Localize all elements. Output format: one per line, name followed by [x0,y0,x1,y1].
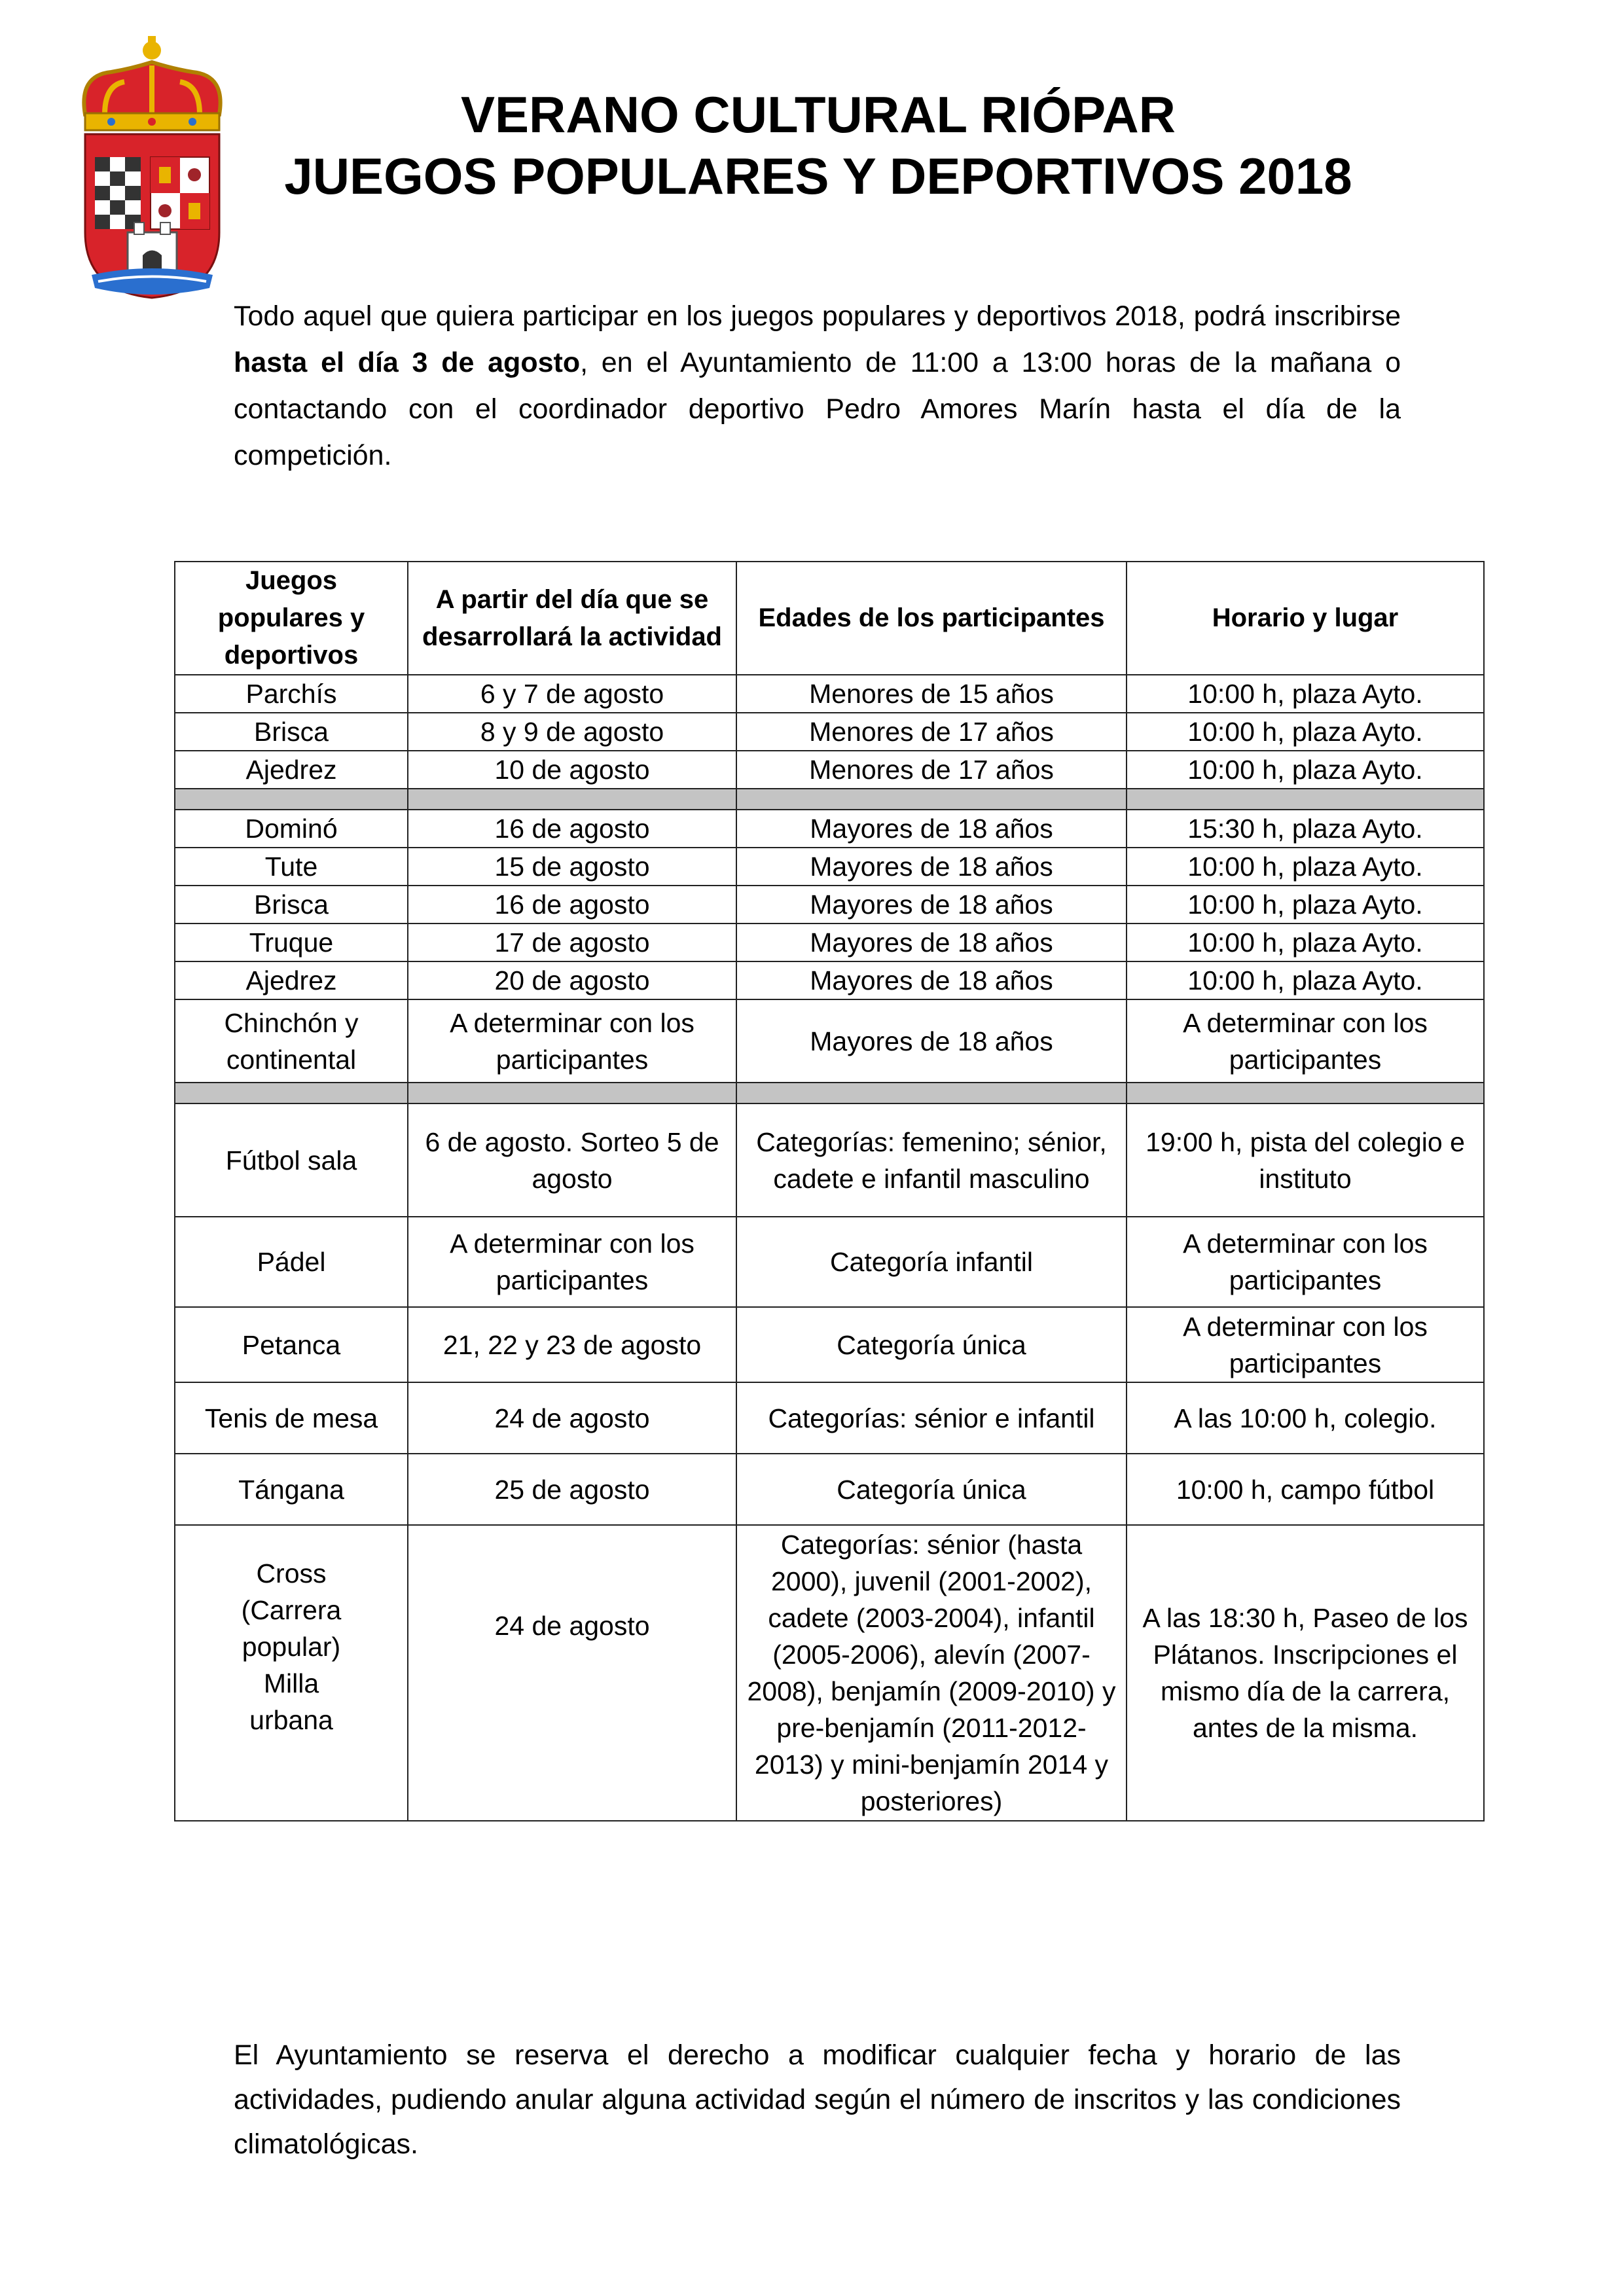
cell-activity: Tenis de mesa [175,1382,408,1454]
title-line-1: VERANO CULTURAL RIÓPAR [461,86,1176,143]
table-row [175,1217,1484,1307]
cell-date: 24 de agosto [408,1525,736,1821]
cell-ages: Mayores de 18 años [736,999,1127,1083]
cell-activity: Brisca [175,713,408,751]
cell-date: 20 de agosto [408,961,736,999]
cell-ages: Mayores de 18 años [736,961,1127,999]
table-header-row [175,562,1484,675]
table-row [175,1103,1484,1217]
cell-activity: Dominó [175,810,408,848]
cell-time-place: A determinar con los participantes [1127,1217,1484,1307]
cell-ages: Menores de 17 años [736,751,1127,789]
table-row [175,961,1484,999]
header-activity: Juegos populares y deportivos [175,562,408,675]
cell-time-place: 10:00 h, plaza Ayto. [1127,886,1484,924]
cell-ages: Mayores de 18 años [736,848,1127,886]
table-row [175,713,1484,751]
header-date: A partir del día que se desarrollará la actividad [408,562,736,675]
cell-time-place: 15:30 h, plaza Ayto. [1127,810,1484,848]
intro-text-1: Todo aquel que quiera participar en los juegos populares y deportivos 2018, podrá inscribirse [234,300,1401,332]
table-row [175,1307,1484,1382]
cell-date: 15 de agosto [408,848,736,886]
cell-time-place: A determinar con los participantes [1127,999,1484,1083]
cell-date: 8 y 9 de agosto [408,713,736,751]
cell-date: 16 de agosto [408,810,736,848]
table-row [175,999,1484,1083]
table-row [175,751,1484,789]
intro-paragraph [234,293,1401,479]
cell-time-place: 19:00 h, pista del colegio e instituto [1127,1103,1484,1217]
cell-ages: Categoría única [736,1307,1127,1382]
cell-time-place: 10:00 h, campo fútbol [1127,1454,1484,1525]
table-row [175,1454,1484,1525]
table-row [175,1525,1484,1821]
page-title [262,84,1375,207]
cell-date: 24 de agosto [408,1382,736,1454]
cell-activity: Tángana [175,1454,408,1525]
cell-time-place: 10:00 h, plaza Ayto. [1127,848,1484,886]
cell-date: 21, 22 y 23 de agosto [408,1307,736,1382]
cell-activity: Pádel [175,1217,408,1307]
cell-time-place: A las 10:00 h, colegio. [1127,1382,1484,1454]
group-separator [175,789,1484,810]
cell-ages: Mayores de 18 años [736,886,1127,924]
crown-icon [84,36,220,130]
header-time-place: Horario y lugar [1127,562,1484,675]
intro-deadline: hasta el día 3 de agosto [234,347,581,378]
cell-date: 10 de agosto [408,751,736,789]
cell-time-place: 10:00 h, plaza Ayto. [1127,713,1484,751]
cell-time-place: A las 18:30 h, Paseo de los Plátanos. Inscripciones el mismo día de la carrera, antes de la misma. [1127,1525,1484,1821]
cell-ages: Categorías: femenino; sénior, cadete e infantil masculino [736,1103,1127,1217]
activities-table [174,561,1485,1821]
cell-time-place: A determinar con los participantes [1127,1307,1484,1382]
cell-ages: Categorías: sénior e infantil [736,1382,1127,1454]
cell-ages: Categoría única [736,1454,1127,1525]
cell-activity: Chinchón y continental [175,999,408,1083]
cell-ages: Mayores de 18 años [736,924,1127,961]
cell-ages: Mayores de 18 años [736,810,1127,848]
header-ages: Edades de los participantes [736,562,1127,675]
cell-time-place: 10:00 h, plaza Ayto. [1127,675,1484,713]
cell-activity: Tute [175,848,408,886]
cell-activity: Ajedrez [175,751,408,789]
cell-activity: Ajedrez [175,961,408,999]
cell-activity: Parchís [175,675,408,713]
cell-activity: Truque [175,924,408,961]
cell-activity: Petanca [175,1307,408,1382]
cell-date: 6 y 7 de agosto [408,675,736,713]
cell-date: 16 de agosto [408,886,736,924]
cell-time-place: 10:00 h, plaza Ayto. [1127,924,1484,961]
cell-date: 6 de agosto. Sorteo 5 de agosto [408,1103,736,1217]
group-separator [175,1083,1484,1103]
cell-time-place: 10:00 h, plaza Ayto. [1127,751,1484,789]
cell-date: A determinar con los participantes [408,999,736,1083]
title-line-2: JUEGOS POPULARES Y DEPORTIVOS 2018 [284,147,1352,205]
table-row [175,675,1484,713]
table-row [175,810,1484,848]
cell-activity: Brisca [175,886,408,924]
intro-text-2: , en el Ayuntamiento de 11:00 a 13:00 horas de la mañana o contactando con el coordinador deportivo Pedro Amores Marín hasta el día de la competición. [234,347,1401,471]
table-row [175,924,1484,961]
coat-of-arms-icon [72,36,232,304]
cell-ages: Menores de 15 años [736,675,1127,713]
cell-ages: Categoría infantil [736,1217,1127,1307]
closing-paragraph: El Ayuntamiento se reserva el derecho a modificar cualquier fecha y horario de las actividades, pudiendo anular alguna actividad según el número de inscritos y las condiciones climatológicas. [234,2039,1401,2160]
cell-date: A determinar con los participantes [408,1217,736,1307]
cell-date: 17 de agosto [408,924,736,961]
cell-ages: Categorías: sénior (hasta 2000), juvenil (2001-2002), cadete (2003-2004), infantil (2005-2006), alevín (2007-2008), benjamín (2009-2010) y pre-benjamín (2011-2012-2013) y mini-benjamín 2014 y posteriores) [736,1525,1127,1821]
cross-activity-label: Cross (Carrera popular) Milla urbana [241,1558,342,1735]
cell-activity [175,1525,408,1821]
table-row [175,1382,1484,1454]
cell-date: 25 de agosto [408,1454,736,1525]
table-row [175,848,1484,886]
table-row [175,886,1484,924]
cell-time-place: 10:00 h, plaza Ayto. [1127,961,1484,999]
cell-activity: Fútbol sala [175,1103,408,1217]
cell-ages: Menores de 17 años [736,713,1127,751]
